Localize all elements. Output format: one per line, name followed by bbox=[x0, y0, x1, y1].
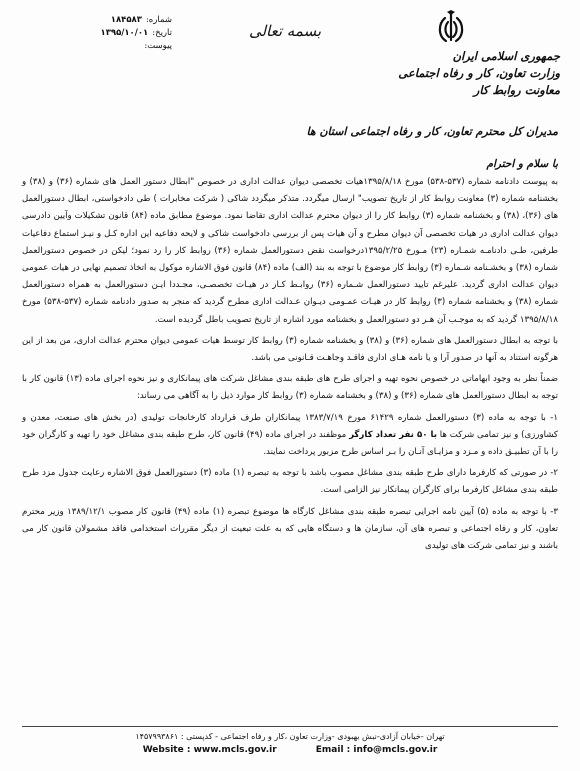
letter-addressee: مدیران کل محترم تعاون، کار و رفاه اجتماعی استان ها bbox=[306, 125, 558, 138]
letter-number-label: شماره: bbox=[145, 15, 172, 25]
letter-paragraph-4 bbox=[22, 410, 558, 462]
ministry-title-line3: معاونت روابط کار bbox=[473, 83, 560, 97]
ministry-title-block bbox=[370, 48, 560, 99]
letter-paragraph-1: به پیوست دادنامه شماره (۵۳۷-۵۳۸) مورخ ۱۳۹۵/۸/۱۸هیات تخصصی دیوان عدالت اداری در خصوص "ابطال دستور العمل های شماره (۳۶) و (۳۸) و بخشنامه شماره (۳) معاونت روابط کار از تاریخ تصویب" ارسال میگردد. متذکر میگردد شاکی ( شرکت مخابرات ) طی دادخواستی، ابطال دستورالعمل های (۳۶)، (۳۸) و بخشنامه شماره (۳) روابط کار را از دیوان محترم عدالت اداری تقاضا نمود. موضوع مطابق ماده (۸۴) قانون تشکیلات وآیین دادرسی دیوان عدالت اداری در هیات تخصصی آن دیوان مطرح و آن هیات پس از بررسی دادخواست شاکی و لایحه دفاعیه این اداره کـل و نیـز استماع دفاعیات طرفین، طـی دادنامـه شمـاره (۲۳) مـورخ ۱۳۹۵/۲/۲۵درخواست نقض دستورالعمل شماره (۳۶) روابط کار را رد نمود؛ لیکن در خصوص دستورالعمل شماره (۳۸) و بخشـنامه شـماره (۳) روابط کار موضوع با توجه به بند (الف) ماده (۸۴) قانون فوق الاشاره موکول به اتخاذ تصمیم نهایی در هیات عمومی دیوان عدالت اداری گردید. علیرغم تایید دستورالعمل شـماره (۳۶) روابـط کـار در هیـات تخصصـی، مجـددا ایـن دستورالعمل به همراه دستورالعمل شماره (۳۸) و بخشنامه شماره (۳) روابط کار در هیـات عمـومی دیـوان عـدالت اداری مطرح گردید که منجر به صدور دادنامه شماره (۵۳۷-۵۳۸) مورخ ۱۳۹۵/۸/۱۸ گردید که به موجـب آن هـر دو دستورالعمل و بخشنامه مورد اشاره از تاریخ تصویب باطل گردیده است. bbox=[22, 177, 559, 325]
letter-attachment-row bbox=[22, 40, 172, 53]
paragraph-4-bold: با ۵۰ نفر تعداد کارگر bbox=[349, 429, 437, 440]
letter-footer bbox=[22, 726, 558, 757]
ministry-title-line1: جمهوری اسلامی ایران bbox=[452, 49, 560, 63]
basmala-heading: بسمه تعالی bbox=[248, 22, 322, 40]
letter-paragraph-2: با توجه به ابطال دستورالعمل های شماره (۳۶) و (۳۸) و بخشنامه شماره (۳) روابط کار توسط هیات عمومی دیوان محترم عدالت اداری، من بعد از این هرگونه استناد به آنها در صدور آرا و یا نامه هـای اداری فاقـد وجاهـت قـانونی می باشد. bbox=[22, 335, 559, 364]
footer-address: تهران -خیابان آزادی-نبش بهبودی -وزارت تعاون ،کار و رفاه اجتماعی - کدپستی : ۱۴۵۷۹۹۳۸۶۱ bbox=[135, 732, 445, 741]
letter-number-row bbox=[22, 14, 172, 27]
paragraph-4-start: ۱- با توجه به ماده (۳) دستورالعمل شماره ۶۱۴۲۹ مورخ ۱۳۸۳/۷/۱۹ پیمانکاران طرف قرارداد کارخانجات تولیدی (در بخش های صنعت، معدن و کشاورزی) و نیز تمامی شرکت ها bbox=[22, 412, 558, 440]
iran-emblem-icon bbox=[434, 10, 468, 48]
footer-website-link[interactable]: Website : www.mcls.gov.ir bbox=[142, 745, 277, 755]
letter-greeting: با سلام و احترام bbox=[486, 158, 558, 170]
ministry-title-line2: وزارت تعاون، کار و رفاه اجتماعی bbox=[398, 66, 560, 80]
letter-paragraph-6: ۳- با توجه به ماده (۵) آیین نامه اجرایی تبصره طبقه بندی مشاغل کارگاه ها موضوع تبصره (۱) ماده (۴۹) قانون کار مصوب ۱۳۸۹/۱۲/۱ وزیر محترم تعاون، کار و رفاه اجتماعی و تبصره های آن، سازمان ها و دستگاه هایی که به علت تبعیت از دیگر مقررات استخدامی فاقد مشمولان قانون کار می باشند و نیز تمامی شرکت های تولیدی bbox=[22, 506, 558, 552]
letter-paragraph-3: ضمناً نظر به وجود ابهاماتی در خصوص نحوه تهیه و اجرای طرح های طبقه بندی مشاغل شرکت های پیمانکاری و نیز نحوه اجرای ماده (۱۳) قانون کار با توجه به ابطال دستورالعمل های شماره (۳۶) و (۳۸) و بخشنامه شماره (۳) روابط کار موارد ذیل را به آگاهی می رساند: bbox=[22, 374, 558, 402]
letter-date-value: ۱۳۹۵/۱۰/۰۱ bbox=[100, 28, 149, 38]
letter-meta bbox=[22, 14, 172, 53]
letter-attachment-label: پیوست: bbox=[144, 41, 172, 51]
footer-contact bbox=[22, 743, 558, 757]
letter-body bbox=[22, 125, 558, 559]
letter-date-label: تاریخ: bbox=[152, 28, 172, 38]
footer-email-link[interactable]: Email : info@mcls.gov.ir bbox=[315, 745, 438, 755]
letter-paragraph-5: ۲- در صورتی که کارفرما دارای طرح طبقه بندی مشاغل مصوب باشد با توجه به تبصره (۱) ماده (۳) دستورالعمل فوق الاشاره رعایت جدول مزد طرح طبقه بندی مشاغل کارفرما برای کارگران پیمانکار نیز الزامی است. bbox=[22, 468, 558, 496]
letter-number-value: ۱۸۴۵۸۳ bbox=[110, 15, 142, 25]
letter-date-row bbox=[22, 27, 172, 40]
paragraph-4-end: موظفند در اجرای ماده (۴۹) قانون کار، طرح طبقه بندی مشاغل خود را تهیه و کارگران خود را با آن تطبیـق داده و مـزد و مزایـای آنـان را بـر اساس طرح مزبور پرداخت نمایند. bbox=[22, 429, 558, 458]
